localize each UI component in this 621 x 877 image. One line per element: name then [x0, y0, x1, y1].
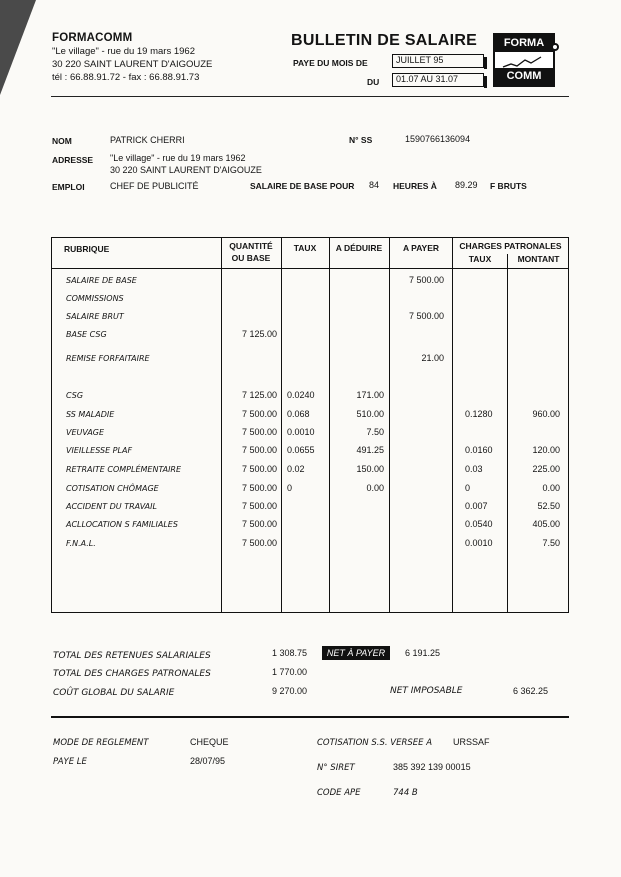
period-label: PAYE DU MOIS DE: [293, 58, 368, 68]
header-taux: TAUX: [293, 243, 317, 253]
date-range-value: 01.07 AU 31.07: [396, 74, 459, 84]
cell-base: 7 500.00: [241, 538, 277, 548]
cout-global-value: 9 270.00: [272, 686, 308, 696]
hourly-rate: 89.29: [455, 180, 478, 190]
emploi-label: EMPLOI: [52, 182, 85, 192]
net-a-payer-value: 6 191.25: [405, 648, 441, 658]
cell-ch-taux: 0.03: [465, 464, 483, 474]
adresse-line2: 30 220 SAINT LAURENT D'AIGOUZE: [110, 165, 262, 175]
row-label: REMISE FORFAITAIRE: [66, 354, 150, 363]
date-range-box: [392, 73, 484, 87]
cell-deduire: 510.00: [356, 409, 384, 419]
row-label: RETRAITE COMPLÉMENTAIRE: [66, 465, 182, 474]
cell-base: 7 500.00: [241, 427, 277, 437]
header-a-payer: A PAYER: [402, 243, 440, 253]
cell-payer: 21.00: [421, 353, 444, 363]
total-retenues-value: 1 308.75: [272, 648, 308, 658]
logo-chart-icon: [501, 55, 547, 69]
header-rubrique: RUBRIQUE: [64, 244, 110, 254]
adresse-line1: "Le village" - rue du 19 mars 1962: [110, 153, 246, 163]
col-divider: [221, 238, 222, 612]
cell-deduire: 171.00: [356, 390, 384, 400]
nss-value: 1590766136094: [405, 134, 471, 144]
formacomm-logo: [493, 33, 555, 87]
col-divider: [389, 238, 390, 612]
col-divider: [281, 238, 282, 612]
siret-label: N° SIRET: [317, 763, 355, 773]
total-charges-value: 1 770.00: [272, 667, 308, 677]
cell-base: 7 500.00: [241, 483, 277, 493]
date-range-label: DU: [367, 77, 380, 87]
cell-ch-montant: 120.00: [532, 445, 560, 455]
row-label: COMMISSIONS: [66, 294, 124, 303]
col-divider: [452, 238, 453, 612]
company-address-line2: 30 220 SAINT LAURENT D'AIGOUZE: [52, 59, 213, 70]
page-corner-shadow: [0, 0, 36, 95]
header-a-deduire: A DÉDUIRE: [335, 243, 383, 253]
cell-deduire: 150.00: [356, 464, 384, 474]
cell-payer: 7 500.00: [408, 275, 444, 285]
cell-ch-taux: 0.007: [465, 501, 488, 511]
nom-label: NOM: [52, 136, 72, 146]
row-label: SALAIRE DE BASE: [66, 276, 137, 285]
cell-taux: 0.0240: [287, 390, 315, 400]
header-charges-patronales: CHARGES PATRONALES: [459, 241, 562, 251]
cell-base: 7 500.00: [241, 445, 277, 455]
paye-le-value: 28/07/95: [190, 756, 226, 766]
cell-ch-montant: 0.00: [542, 483, 560, 493]
mode-reglement-label: MODE DE REGLEMENT: [53, 738, 149, 748]
cell-taux: 0: [287, 483, 293, 493]
cell-ch-taux: 0.1280: [465, 409, 493, 419]
row-label: VEUVAGE: [66, 428, 105, 437]
header-quantite: QUANTITÉ: [229, 241, 273, 251]
company-address-line1: "Le village" - rue du 19 mars 1962: [52, 46, 195, 57]
logo-bottom-text: COMM: [495, 68, 553, 85]
cell-base: 7 500.00: [241, 501, 277, 511]
header-ou-base: OU BASE: [231, 253, 271, 263]
cell-deduire: 0.00: [366, 483, 384, 493]
cell-ch-montant: 960.00: [532, 409, 560, 419]
logo-top-text: FORMA: [495, 35, 553, 52]
company-contact: tél : 66.88.91.72 - fax : 66.88.91.73: [52, 72, 200, 83]
nss-label: N° SS: [349, 135, 373, 145]
row-label: CSG: [66, 391, 84, 400]
company-name: FORMACOMM: [52, 32, 133, 44]
net-imposable-value: 6 362.25: [513, 686, 549, 696]
cell-taux: 0.068: [287, 409, 310, 419]
footer-divider: [51, 716, 569, 718]
row-label: BASE CSG: [66, 330, 107, 339]
cell-taux: 0.0010: [287, 427, 315, 437]
cell-ch-montant: 52.50: [537, 501, 560, 511]
net-imposable-label: NET IMPOSABLE: [390, 686, 463, 696]
header-charges-montant: MONTANT: [517, 254, 560, 264]
base-hours: 84: [369, 180, 380, 190]
base-salary-label: SALAIRE DE BASE POUR: [250, 181, 355, 191]
emploi-value: CHEF DE PUBLICITÉ: [110, 181, 199, 191]
cotisation-value: URSSAF: [453, 737, 490, 747]
cell-ch-montant: 225.00: [532, 464, 560, 474]
period-value-box: [392, 54, 484, 68]
cell-base: 7 500.00: [241, 519, 277, 529]
cell-deduire: 491.25: [356, 445, 384, 455]
period-value: JUILLET 95: [396, 55, 444, 65]
cout-global-label: COÛT GLOBAL DU SALARIE: [53, 688, 175, 698]
cell-taux: 0.02: [287, 464, 305, 474]
col-divider: [507, 254, 508, 612]
cell-base: 7 125.00: [241, 390, 277, 400]
cell-base: 7 500.00: [241, 409, 277, 419]
ape-value: 744 B: [393, 788, 418, 798]
header-divider: [51, 96, 569, 97]
paye-le-label: PAYE LE: [53, 757, 87, 767]
adresse-label: ADRESSE: [52, 155, 94, 165]
bruts-label: F BRUTS: [490, 181, 527, 191]
row-label: COTISATION CHÔMAGE: [66, 484, 159, 493]
cell-ch-montant: 7.50: [542, 538, 560, 548]
cell-ch-taux: 0.0540: [465, 519, 493, 529]
salary-table: [51, 237, 569, 613]
cell-base: 7 125.00: [241, 329, 277, 339]
cell-ch-montant: 405.00: [532, 519, 560, 529]
total-charges-label: TOTAL DES CHARGES PATRONALES: [53, 669, 211, 679]
row-label: VIEILLESSE PLAF: [66, 446, 133, 455]
siret-value: 385 392 139 00015: [393, 762, 471, 772]
mode-reglement-value: CHEQUE: [190, 737, 229, 747]
cell-ch-taux: 0.0010: [465, 538, 493, 548]
logo-dot-icon: [551, 43, 559, 51]
document-title: BULLETIN DE SALAIRE: [291, 32, 478, 49]
total-retenues-label: TOTAL DES RETENUES SALARIALES: [53, 651, 211, 661]
hours-label: HEURES À: [393, 181, 437, 191]
row-label: SS MALADIE: [66, 410, 115, 419]
header-row-divider: [52, 268, 568, 269]
cell-payer: 7 500.00: [408, 311, 444, 321]
row-label: F.N.A.L.: [66, 539, 96, 548]
cell-ch-taux: 0: [465, 483, 471, 493]
cotisation-label: COTISATION S.S. VERSEE A: [317, 738, 433, 748]
nom-value: PATRICK CHERRI: [110, 135, 185, 145]
cell-deduire: 7.50: [366, 427, 384, 437]
ape-label: CODE APE: [317, 788, 361, 798]
cell-base: 7 500.00: [241, 464, 277, 474]
col-divider: [329, 238, 330, 612]
cell-taux: 0.0655: [287, 445, 315, 455]
net-a-payer-label: NET À PAYER: [322, 646, 390, 660]
cell-ch-taux: 0.0160: [465, 445, 493, 455]
row-label: ACLLOCATION S FAMILIALES: [66, 520, 178, 529]
row-label: SALAIRE BRUT: [66, 312, 124, 321]
header-charges-taux: TAUX: [468, 254, 492, 264]
row-label: ACCIDENT DU TRAVAIL: [66, 502, 157, 511]
